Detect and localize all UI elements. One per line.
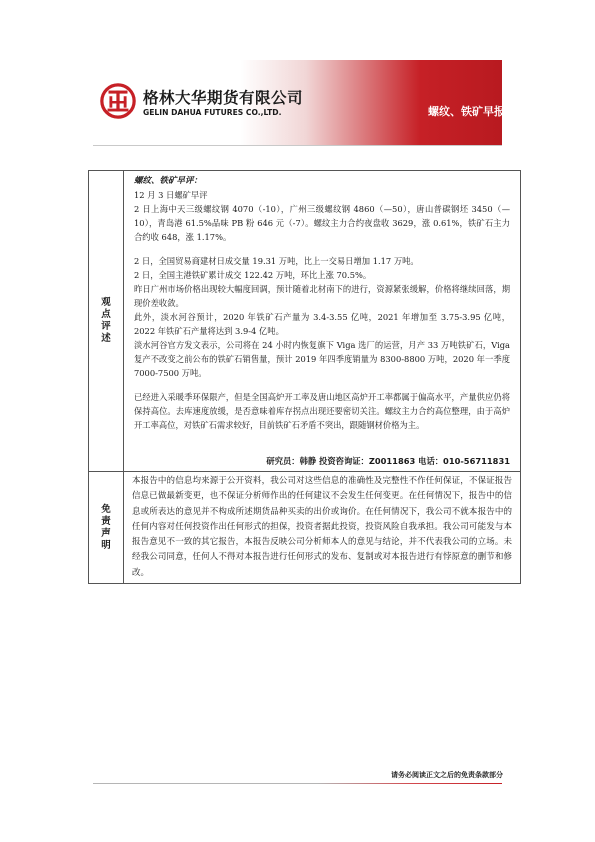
analyst-signature: 研究员：韩静 投资咨询证：Z0011863 电话：010-56711831 bbox=[266, 456, 510, 466]
disclaimer-text: 本报告中的信息均来源于公开资料，我公司对这些信息的准确性及完整性不作任何保证，不保证报告信息已做最新变更，也不保证分析师作出的任何建议不会发生任何变更。在任何情况下，报告中的信息或所表达的意见并不构成所述期货品种买卖的出价或询价。在任何情况下，我公司不就本报告中的任何内容对任何投资作出任何形式的担保，投资者据此投资，投资风险自我承担。我公司可能发与本报告意见不一致的其它报告，本报告反映公司分析师本人的意见与结论，并不代表我公司的立场。未经我公司同意，任何人不得对本报告进行任何形式的发布、复制或对本报告进行有悖原意的删节和修改。 bbox=[124, 472, 521, 584]
section-title: 螺纹、铁矿早评： bbox=[134, 176, 203, 186]
footer-divider bbox=[93, 783, 502, 784]
company-logo bbox=[99, 82, 137, 120]
price-paragraph: 2 日上海中天三级螺纹钢 4070（-10），广州三级螺纹钢 4860（—50），唐山普碳钢坯 3450（—10），青岛港 61.5%品味 PB 粉 646 元（-7）。螺纹主力合约夜盘收 3629，涨 0.61%，铁矿石主力合约收 648，涨 1.17%。 bbox=[134, 204, 510, 242]
view-row bbox=[89, 171, 521, 472]
market-paragraph: 昨日广州市场价格出现较大幅度回调，预计随着北材南下的进行，资源紧张缓解，价格将继续回落，期现价差收敛。 bbox=[134, 284, 510, 308]
view-content bbox=[124, 171, 521, 472]
report-title: 螺纹、铁矿早报 bbox=[428, 105, 505, 118]
ore-volume-paragraph: 2 日，全国主港铁矿累计成交 122.42 万吨，环比上涨 70.5%。 bbox=[134, 270, 372, 280]
disclaimer-label: 免责声明 bbox=[101, 503, 111, 551]
company-name-en: GELIN DAHUA FUTURES CO.,LTD. bbox=[143, 108, 282, 117]
view-label-cell bbox=[89, 171, 124, 472]
header-banner bbox=[93, 60, 505, 146]
outlook-paragraph: 已经进入采暖季环保限产，但是全国高炉开工率及唐山地区高炉开工率都属于偏高水平，产量供应仍将保持高位。去库速度放缓，是否意味着库存拐点出现还要密切关注。螺纹主力合约高位整理，由于高炉开工率高位，对铁矿石需求较好，目前铁矿石矛盾不突出，跟随钢材价格为主。 bbox=[134, 392, 510, 430]
vale-forecast-paragraph: 此外，淡水河谷预计，2020 年铁矿石产量为 3.4-3.55 亿吨，2021 年增加至 3.75-3.95 亿吨，2022 年铁矿石产量将达到 3.9-4 亿吨。 bbox=[134, 312, 510, 336]
trade-volume-paragraph: 2 日，全国贸易商建材日成交量 19.31 万吨，比上一交易日增加 1.17 万吨。 bbox=[134, 256, 419, 266]
vale-viga-paragraph: 淡水河谷官方发文表示，公司将在 24 小时内恢复旗下 Viga 选厂的运营，月产 33 万吨铁矿石，Viga 复产不改变之前公布的铁矿石销售量，预计 2019 年四季度销量为 8300-8800 万吨，2020 年一季度 7000-7500 万吨。 bbox=[134, 340, 510, 378]
disclaimer-label-cell bbox=[89, 472, 124, 584]
report-date: 12 月 3 日螺矿早评 bbox=[134, 190, 208, 200]
disclaimer-row bbox=[89, 472, 521, 584]
report-table bbox=[88, 170, 521, 584]
view-label: 观点评述 bbox=[101, 297, 111, 344]
footer-note: 请务必阅读正文之后的免责条款部分 bbox=[391, 771, 503, 779]
company-name-cn: 格林大华期货有限公司 bbox=[143, 89, 304, 107]
